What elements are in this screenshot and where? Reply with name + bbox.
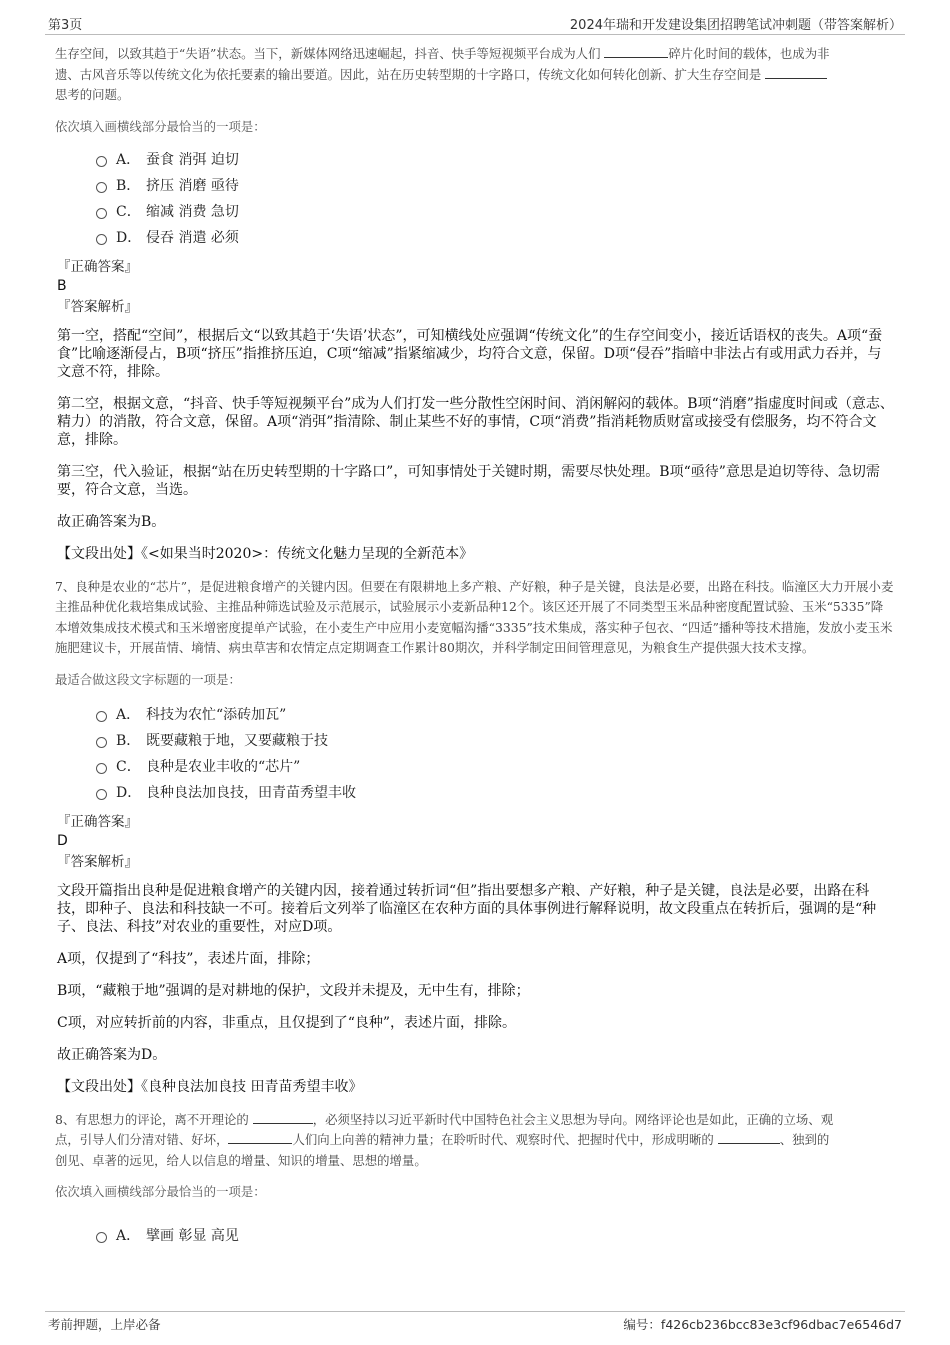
- question-8: [55, 1110, 895, 1249]
- analysis-paragraph: 文段开篇指出良种是促进粮食增产的关键内因，接着通过转折词“但”指出要想多产粮、产好粮，种子是关键，良法是必要，出路在科技，即种子、良法和科技缺一不可。接着后文列举了临潼区在农种方面的具体事例进行解释说明，故文段重点在转折后，强调的是“种子、良法、科技”对农业的重要性，对应D项。: [57, 882, 877, 935]
- analysis-paragraph: A项，仅提到了“科技”，表述片面，排除；: [57, 950, 320, 967]
- question-7: [55, 577, 895, 1096]
- document-title: 2024年瑞和开发建设集团招聘笔试冲刺题（带答案解析）: [569, 18, 902, 33]
- analysis-paragraph: B项，“藏粮于地”强调的是对耕地的保护，文段并未提及，无中生有，排除；: [57, 982, 530, 999]
- radio-icon[interactable]: [96, 182, 107, 193]
- footer-slogan: 考前押题，上岸必备: [48, 1317, 161, 1332]
- answer-label: 『正确答案』: [57, 813, 138, 830]
- fill-blank: [228, 1131, 292, 1144]
- analysis-paragraph: 第一空，搭配“空间”，根据后文“以致其趋于‘失语’状态”，可知横线处应强调“传统文化”的生存空间变小，接近话语权的丧失。A项“蚕食”比喻逐渐侵占，B项“挤压”指推挤压迫，C项“缩减”指紧缩减少，均符合文意，保留。D项“侵吞”指暗中非法占有或用武力吞并，与文意不符，排除。: [57, 327, 883, 380]
- analysis-paragraph: C项，对应转折前的内容，非重点，且仅提到了“良种”，表述片面，排除。: [57, 1014, 517, 1031]
- fill-blank: [253, 1111, 313, 1124]
- question-6: [55, 44, 895, 563]
- page-number: 第3页: [48, 18, 83, 33]
- option-c[interactable]: C． 缩减 消费 急切: [96, 198, 895, 224]
- document-id: 编号：f426cb236bcc83e3cf96dbac7e6546d7: [623, 1317, 902, 1332]
- correct-answer: D: [57, 832, 68, 849]
- fill-blank: [718, 1131, 780, 1144]
- source-citation: 【文段出处】《<如果当时2020>：传统文化魅力呈现的全新范本》: [57, 545, 474, 562]
- option-b[interactable]: B． 挤压 消磨 亟待: [96, 172, 895, 198]
- radio-icon[interactable]: [96, 156, 107, 167]
- question-stem: 7、良种是农业的“芯片”，是促进粮食增产的关键内因。但要在有限耕地上多产粮、产好粮，种子是关键，良法是必要，出路在科技。临潼区大力开展小麦主推品种优化栽培集成试验、主推品种筛选试验及示范展示，试验展示小麦新品种12个。该区还开展了不同类型玉米品种密度配置试验、玉米“5335”降本增效集成技术模式和玉米增密度提单产试验，在小麦生产中应用小麦宽幅沟播“3335”技术集成，落实种子包衣、“四适”播种等技术措施，发放小麦玉米施肥建议卡，开展苗情、墒情、病虫草害和农情定点定期调查工作累计80期次，并科学制定田间管理意见，为粮食生产提供强大技术支撑。: [55, 578, 894, 655]
- option-a[interactable]: A． 擘画 彰显 高见: [96, 1222, 895, 1248]
- radio-icon[interactable]: [96, 789, 107, 800]
- option-a[interactable]: A． 科技为农忙“添砖加瓦”: [96, 701, 895, 727]
- radio-icon[interactable]: [96, 208, 107, 219]
- options-list: [55, 146, 895, 250]
- analysis-label: 『答案解析』: [57, 298, 138, 315]
- radio-icon[interactable]: [96, 1232, 107, 1243]
- radio-icon[interactable]: [96, 234, 107, 245]
- analysis-paragraph: 故正确答案为D。: [57, 1046, 167, 1063]
- question-prompt: 依次填入画横线部分最恰当的一项是：: [55, 1184, 266, 1199]
- page-footer: [45, 1311, 905, 1334]
- question-stem: 8、有思想力的评论，离不开理论的 ，必须坚持以习近平新时代中国特色社会主义思想为导向。网络评论也是如此，正确的立场、观 点，引导人们分清对错、好坏， 人们向上向善的精神力量；在聆听时代、观察时代、把握时代中，形成明晰的 、独到的 创见、卓著的远见，给人以信息的增量、知识的增量、思想的增量。: [55, 1111, 834, 1168]
- radio-icon[interactable]: [96, 711, 107, 722]
- option-a[interactable]: A． 蚕食 消弭 迫切: [96, 146, 895, 172]
- question-prompt: 依次填入画横线部分最恰当的一项是：: [55, 118, 266, 134]
- option-d[interactable]: D． 侵吞 消遣 必须: [96, 224, 895, 250]
- question-prompt: 最适合做这段文字标题的一项是：: [55, 671, 241, 687]
- source-citation: 【文段出处】《良种良法加良技 田青苗秀望丰收》: [57, 1078, 363, 1095]
- radio-icon[interactable]: [96, 763, 107, 774]
- option-c[interactable]: C． 良种是农业丰收的“芯片”: [96, 753, 895, 779]
- analysis-paragraph: 第二空，根据文意，“抖音、快手等短视频平台”成为人们打发一些分散性空闲时间、消闲解闷的载体。B项“消磨”指虚度时间或（意志、精力）的消散，符合文意，保留。A项“消弭”指清除、制止某些不好的事情，C项“消费”指消耗物质财富或接受有偿服务，均不符合文意，排除。: [57, 395, 894, 448]
- radio-icon[interactable]: [96, 737, 107, 748]
- fill-blank: [765, 66, 827, 79]
- analysis-paragraph: 故正确答案为B。: [57, 513, 166, 530]
- options-list: [55, 1222, 895, 1248]
- page-header: [45, 12, 905, 35]
- correct-answer: B: [57, 277, 67, 294]
- options-list: [55, 701, 895, 805]
- analysis-label: 『答案解析』: [57, 853, 138, 870]
- fill-blank: [604, 45, 668, 58]
- option-b[interactable]: B． 既要藏粮于地，又要藏粮于技: [96, 727, 895, 753]
- analysis-paragraph: 第三空，代入验证，根据“站在历史转型期的十字路口”，可知事情处于关键时期，需要尽快处理。B项“亟待”意思是迫切等待、急切需要，符合文意，当选。: [57, 463, 880, 498]
- main-content: [55, 44, 895, 1248]
- question-stem: 生存空间，以致其趋于“失语”状态。当下，新媒体网络迅速崛起，抖音、快手等短视频平台成为人们 碎片化时间的载体，也成为非 遗、古风音乐等以传统文化为依托要素的输出要道。因此，站在历史转型期的十字路口，传统文化如何转化创新、扩大生存空间是 思考的问题。: [55, 46, 830, 102]
- option-d[interactable]: D． 良种良法加良技，田青苗秀望丰收: [96, 779, 895, 805]
- answer-label: 『正确答案』: [57, 258, 138, 275]
